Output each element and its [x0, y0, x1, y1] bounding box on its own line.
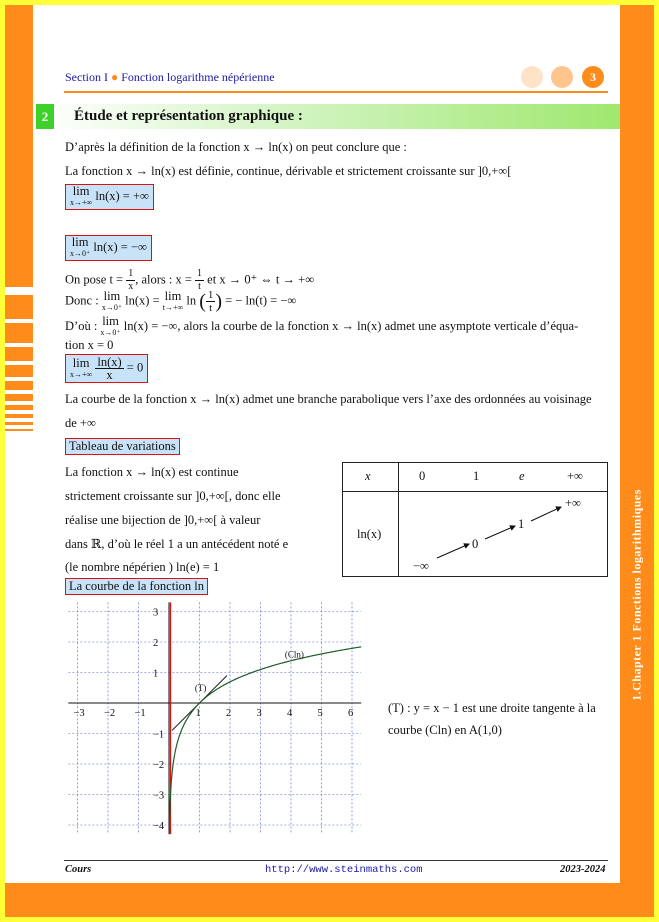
y-tick-label: 3 [153, 607, 159, 619]
x-tick-label: −1 [134, 708, 146, 719]
page-circle-1 [521, 66, 543, 88]
y-tick-label: −4 [153, 821, 165, 832]
var-text-0: La fonction x → ln(x) est continue [65, 465, 239, 479]
x-tick-label: 4 [287, 708, 293, 719]
x-tick-label: 5 [317, 708, 323, 719]
y-tick-label: −1 [153, 729, 165, 741]
x-tick-label: 1 [195, 708, 201, 719]
bullet-icon: ● [111, 70, 119, 84]
header-rule [64, 91, 608, 93]
x-tick-label: −3 [73, 708, 85, 719]
section-number: 2 [36, 104, 54, 129]
page-circle-2 [551, 66, 573, 88]
ln-graph-svg [64, 602, 364, 836]
therefore-line: Donc : lim x→0⁺ ln(x) = lim t→+∞ ln ( $\frac{1}{t}$ ) = − ln(t) = −∞ [65, 288, 297, 314]
tangent-label: (T) [194, 682, 207, 693]
variations-table [342, 462, 608, 577]
header-section: Section I [65, 70, 108, 84]
tangent-line-2: courbe (Cln) en A(1,0) [388, 723, 502, 737]
x-tick-label: 6 [348, 708, 354, 719]
chapter-side-bar [620, 5, 654, 917]
page-number: 3 [582, 66, 604, 88]
var-text-3: dans ℝ, d’où le réel 1 a un antécédent noté e [65, 537, 289, 551]
left-decoration [5, 5, 33, 917]
table-f-3: +∞ [565, 496, 581, 510]
section-title: Étude et représentation graphique : [74, 108, 303, 124]
section-header [65, 70, 275, 85]
hence-line: D’où : lim x→0⁺ ln(x) = −∞, alors la courbe de la fonction x → ln(x) admet une asymptote verticale d’équa- [65, 314, 579, 337]
tangent-line-1: (T) : y = x − 1 est une droite tangente à la [388, 701, 596, 715]
curve-label-box: La courbe de la fonction ln [65, 578, 208, 595]
ln-graph [64, 602, 364, 836]
limit-zero-plus: lim x→0⁺ ln(x) = −∞ [65, 235, 152, 261]
chapter-side-title: 1.Chapter 1 Fonctions logarithmiques [629, 489, 644, 701]
branch-text-1: La courbe de la fonction x → ln(x) admet une branche parabolique vers l’axe des ordonnées au voisinage [65, 392, 592, 406]
y-tick-label: −2 [153, 760, 165, 771]
tangent-description [388, 697, 596, 741]
table-f-2: 1 [518, 517, 525, 531]
definition-text: La fonction x → ln(x) est définie, continue, dérivable et strictement croissante sur ]0,+∞[ [65, 164, 512, 178]
bottom-bar [5, 883, 620, 917]
variations-label: Tableau de variations [65, 438, 180, 455]
x-tick-label: 3 [256, 708, 262, 719]
limit-plus-infinity: lim x→+∞ ln(x) = +∞ [65, 184, 154, 210]
footer-rule [64, 860, 608, 861]
table-x-0: 0 [419, 469, 426, 483]
table-f-1: 0 [472, 537, 479, 551]
x-tick-label: 2 [226, 708, 232, 719]
ln-curve [169, 647, 361, 834]
var-text-1: strictement croissante sur ]0,+∞[, donc elle [65, 489, 281, 503]
var-text-4: (le nombre népérien ) ln(e) = 1 [65, 560, 220, 574]
table-x-header: x [365, 469, 371, 483]
variation-arrows [343, 463, 607, 576]
curve-label: (Cln) [284, 649, 304, 660]
footer-left: Cours [65, 864, 92, 875]
asymptote-equation: tion x = 0 [65, 338, 114, 352]
footer-right: 2023-2024 [560, 864, 606, 875]
footer-link[interactable]: http://www.steinmaths.com [265, 864, 423, 876]
table-x-3: +∞ [567, 469, 583, 483]
header-title: Fonction logarithme népérienne [121, 70, 275, 84]
table-x-1: 1 [473, 469, 480, 483]
x-tick-label: −2 [104, 708, 116, 719]
var-text-2: réalise une bijection de ]0,+∞[ à valeur [65, 513, 261, 527]
limit-ratio: lim x→+∞ $\frac{\ln(x)}{x}$ = 0 [65, 354, 148, 383]
branch-text-2: de +∞ [65, 416, 96, 430]
y-tick-label: 1 [153, 668, 159, 680]
substitution-line: On pose t = $\frac{1}{x}$ , alors : x = $\frac{1}{t}$ et x → 0⁺ ⇔ t → +∞ [65, 268, 315, 292]
table-x-2: e [519, 469, 525, 483]
y-tick-label: 2 [153, 638, 159, 649]
intro-text: D’après la définition de la fonction x → ln(x) on peut conclure que : [65, 140, 407, 154]
y-tick-label: −3 [153, 790, 165, 802]
table-f-header: ln(x) [357, 527, 382, 541]
table-f-0: −∞ [413, 559, 429, 573]
